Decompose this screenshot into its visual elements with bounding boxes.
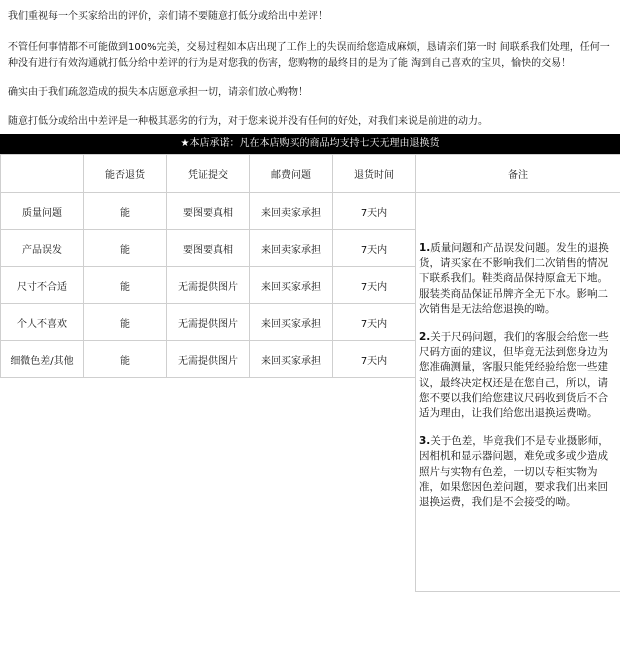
- row-return-time: 7天内: [333, 193, 416, 230]
- remark-text: 关于色差，毕竟我们不是专业摄影师，因相机和显示器问题，难免或多或少造成照片与实物有色差，一切以专柜实物为准，如果您因色差问题，要求我们出来回退换运费，我们是不会接受的呦。: [419, 435, 609, 509]
- remark-number: 2.: [419, 331, 431, 344]
- row-return-time: 7天内: [333, 304, 416, 341]
- intro-paragraph-4: 随意打低分或给出中差评是一种极其恶劣的行为，对于您来说并没有任何的好处，对我们来说是前进的动力。: [8, 116, 488, 127]
- store-promise-banner: ★本店承诺：凡在本店购买的商品均支持七天无理由退换货: [0, 134, 620, 154]
- empty-area: [1, 378, 416, 592]
- remark-number: 1.: [419, 242, 431, 254]
- row-proof: 要图要真相: [167, 230, 250, 267]
- row-reason: 尺寸不合适: [1, 267, 84, 304]
- row-reason: 个人不喜欢: [1, 304, 84, 341]
- row-return-time: 7天内: [333, 230, 416, 267]
- intro-paragraph-3: 确实由于我们疏忽造成的损失本店愿意承担一切，请亲们放心购物！: [8, 87, 308, 98]
- row-shipping: 来回买家承担: [250, 304, 333, 341]
- intro-paragraph-1: 我们重视每一个买家给出的评价，亲们请不要随意打低分或给出中差评！: [8, 11, 328, 22]
- remark-text: 质量问题和产品误发问题。发生的退换货，请买家在不影响我们二次销售的情况下联系我们。鞋类商品保持原盒无下地。服装类商品保证吊牌齐全无下水。影响二次销售是无法给您退换的呦。: [419, 242, 609, 315]
- return-policy-table: [0, 154, 620, 592]
- header-cell-empty: [1, 155, 84, 193]
- row-shipping: 来回买家承担: [250, 267, 333, 304]
- remark-note-1: [419, 241, 616, 317]
- row-return-time: 7天内: [333, 341, 416, 378]
- row-shipping: 来回买家承担: [250, 341, 333, 378]
- row-can-return: 能: [84, 267, 167, 304]
- row-shipping: 来回卖家承担: [250, 230, 333, 267]
- header-shipping: 邮费问题: [250, 155, 333, 193]
- intro-paragraph-2: 不管任何事情都不可能做到100%完美，交易过程如本店出现了工作上的失误而给您造成麻烦，恳请亲们第一时 间联系我们处理，任何一种没有进行有效沟通就打低分给中差评的行为是对您我的伤害，您购物的最终目的是为了能 淘到自己喜欢的宝贝，愉快的交易！: [8, 42, 610, 69]
- row-can-return: 能: [84, 304, 167, 341]
- row-proof: 无需提供图片: [167, 304, 250, 341]
- row-proof: 要图要真相: [167, 193, 250, 230]
- remarks-cell: [416, 193, 620, 592]
- row-proof: 无需提供图片: [167, 267, 250, 304]
- row-proof: 无需提供图片: [167, 341, 250, 378]
- remark-number: 3.: [419, 435, 431, 448]
- row-return-time: 7天内: [333, 267, 416, 304]
- header-proof: 凭证提交: [167, 155, 250, 193]
- remark-note-2: [419, 330, 616, 421]
- row-reason: 细微色差/其他: [1, 341, 84, 378]
- row-can-return: 能: [84, 230, 167, 267]
- table-header-row: [1, 155, 620, 193]
- row-can-return: 能: [84, 341, 167, 378]
- row-can-return: 能: [84, 193, 167, 230]
- remark-note-3: [419, 434, 616, 510]
- header-remarks: 备注: [416, 155, 620, 193]
- header-can-return: 能否退货: [84, 155, 167, 193]
- row-reason: 产品误发: [1, 230, 84, 267]
- header-return-time: 退货时间: [333, 155, 416, 193]
- table-row: [1, 193, 620, 230]
- row-shipping: 来回卖家承担: [250, 193, 333, 230]
- remark-text: 关于尺码问题，我们的客服会给您一些尺码方面的建议，但毕竟无法到您身边为您准确测量，客服只能凭经验给您一些建议，最终决定权还是在您自己，所以，请您不要以我们给您建议尺码收到货后不合适为理由，让我们给您出退换运费呦。: [419, 331, 609, 420]
- row-reason: 质量问题: [1, 193, 84, 230]
